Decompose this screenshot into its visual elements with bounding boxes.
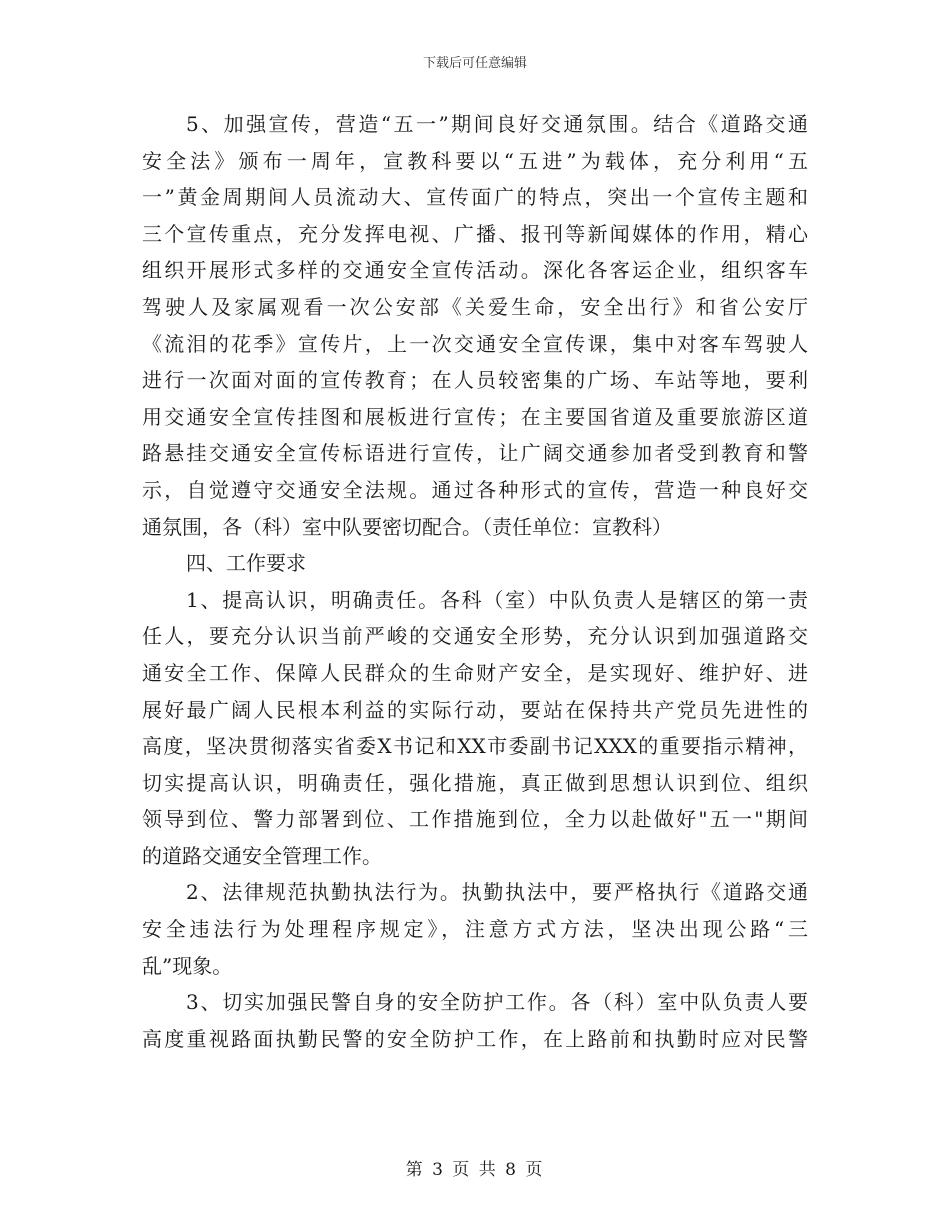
text-line: 2、法律规范执勤执法行为。执勤执法中，要严格执行《道路交通 — [186, 880, 808, 905]
text-line: 任人，要充分认识当前严峻的交通安全形势，充分认识到加强道路交 — [142, 624, 808, 649]
text-line: 的道路交通安全管理工作。 — [142, 843, 382, 868]
text-line: 三个宣传重点，充分发挥电视、广播、报刊等新闻媒体的作用，精心 — [142, 221, 808, 246]
section-heading: 四、工作要求 — [186, 551, 306, 576]
text-line: 通安全工作、保障人民群众的生命财产安全，是实现好、维护好、进 — [142, 660, 808, 685]
text-line: 领导到位、警力部署到位、工作措施到位，全力以赴做好"五一"期间 — [142, 807, 808, 832]
document-body — [142, 106, 808, 1057]
text-line: 1、提高认识，明确责任。各科（室）中队负责人是辖区的第一责 — [186, 587, 808, 612]
text-line: 切实提高认识，明确责任，强化措施，真正做到思想认识到位、组织 — [142, 770, 808, 795]
text-line: 5、加强宣传，营造“五一”期间良好交通氛围。结合《道路交通 — [186, 112, 808, 136]
text-line: 通氛围，各（科）室中队要密切配合。（责任单位：宣教科） — [142, 514, 672, 539]
page-header: 下载后可任意编辑 — [422, 56, 527, 71]
text-line: 3、切实加强民警自身的安全防护工作。各（科）室中队负责人要 — [186, 990, 808, 1015]
text-line: 用交通安全宣传挂图和展板进行宣传；在主要国省道及重要旅游区道 — [142, 404, 808, 429]
text-line: 乱”现象。 — [142, 953, 233, 978]
text-line: 展好最广阔人民根本利益的实际行动，要站在保持共产党员先进性的 — [142, 697, 808, 722]
text-line: 示，自觉遵守交通安全法规。通过各种形式的宣传，营造一种良好交 — [142, 477, 808, 502]
text-line: 驾驶人及家属观看一次公安部《关爱生命，安全出行》和省公安厅 — [142, 294, 808, 319]
text-line: 路悬挂交通安全宣传标语进行宣传，让广阔交通参加者受到教育和警 — [142, 441, 808, 466]
text-line: 组织开展形式多样的交通安全宣传活动。深化各客运企业，组织客车 — [142, 258, 808, 283]
text-line: 高度，坚决贯彻落实省委X书记和XX市委副书记XXX的重要指示精神， — [142, 734, 808, 759]
text-line: 安全法》颁布一周年，宣教科要以“五进”为载体，充分利用“五 — [142, 148, 808, 173]
text-line: 高度重视路面执勤民警的安全防护工作，在上路前和执勤时应对民警 — [142, 1026, 808, 1051]
text-line: 进行一次面对面的宣传教育；在人员较密集的广场、车站等地，要利 — [142, 368, 808, 393]
text-line: 安全违法行为处理程序规定》，注意方式方法，坚决出现公路“三 — [142, 917, 808, 942]
text-line: 《流泪的花季》宣传片，上一次交通安全宣传课，集中对客车驾驶人 — [142, 331, 808, 356]
page-number-footer: 第 3 页 共 8 页 — [405, 1160, 545, 1180]
text-line: 一”黄金周期间人员流动大、宣传面广的特点，突出一个宣传主题和 — [142, 185, 808, 210]
